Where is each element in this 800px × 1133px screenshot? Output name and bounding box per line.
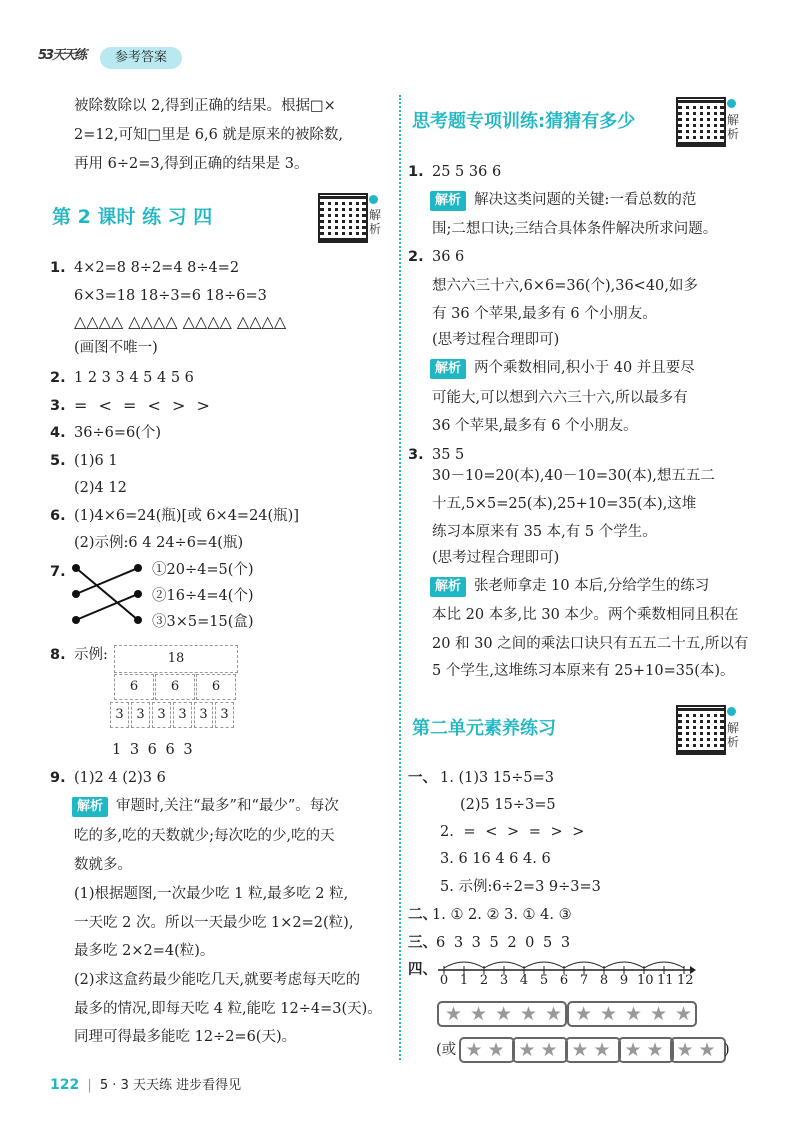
analysis-tag: 解析	[72, 797, 108, 817]
u3-answer: 6 3 3 5 2 0 5 3	[436, 935, 571, 951]
tick-label: 0	[439, 973, 449, 988]
q8-label: 示例:	[74, 647, 108, 663]
bar-total: 18	[114, 645, 238, 673]
tick-label: 5	[539, 973, 549, 988]
q9-analysis-line5: 一天吃 2 次。所以一天最少吃 1×2=2(粒),	[74, 915, 354, 931]
r3-line1: 30－10=20(本),40－10=30(本),想五五二	[432, 468, 715, 484]
footer-book: 5 · 3 天天练 进步看得见	[99, 1078, 242, 1093]
q5-number: 5.	[50, 453, 66, 469]
q7-item2: ②16÷4=4(个)	[152, 588, 254, 604]
intro-line-1: 被除数除以 2,得到正确的结果。根据□×	[74, 98, 336, 114]
u1-b: (2)5 15÷3=5	[460, 797, 556, 813]
q9-analysis-line9: 同理可得最多能吃 12÷2=6(天)。	[74, 1029, 297, 1045]
r2-analysis-line2: 可能大,可以想到六六三十六,所以最多有	[432, 390, 688, 406]
q7-item3: ③3×5=15(盒)	[152, 614, 254, 630]
q7-item1: ①20÷4=5(个)	[152, 562, 254, 578]
q2-answer: 1 2 3 3 4 5 4 5 6	[74, 370, 194, 386]
u2-number: 二、	[408, 907, 437, 923]
star-alt-1: ★ ★	[459, 1037, 515, 1063]
q7-matching-lines	[70, 560, 150, 628]
q3-answer: = < = < > >	[74, 396, 210, 415]
intro-line-3: 再用 6÷2=3,得到正确的结果是 3。	[74, 156, 309, 172]
r2-number: 2.	[408, 249, 424, 265]
r3-analysis-line1: 解析 张老师拿走 10 本后,分给学生的练习	[430, 576, 709, 597]
r3-answer: 35 5	[432, 447, 465, 463]
u3-number: 三、	[408, 935, 437, 951]
r1-analysis-line1: 解析 解决这类问题的关键:一看总数的范	[430, 190, 696, 211]
q9-analysis-line6: 最多吃 2×2=4(粒)。	[74, 943, 215, 959]
q9-number: 9.	[50, 770, 66, 786]
u1-c: 2. = < > = > >	[440, 824, 585, 840]
qr-code-lesson2[interactable]	[318, 193, 368, 243]
r3-line4: (思考过程合理即可)	[432, 550, 560, 566]
q6-line1: (1)4×6=24(瓶)[或 6×4=24(瓶)]	[74, 508, 299, 524]
q9-answer: (1)2 4 (2)3 6	[74, 770, 166, 786]
q9-analysis-line3: 数就多。	[74, 857, 132, 873]
alt-prefix: (或	[436, 1042, 457, 1058]
tick-label: 1	[459, 973, 469, 988]
section-title-thinking: 思考题专项训练:猜猜有多少	[412, 111, 636, 132]
play-icon	[369, 195, 378, 204]
q1-number: 1.	[50, 260, 66, 276]
q9-analysis-line7: (2)求这盒药最少能吃几天,就要考虑每天吃的	[74, 972, 361, 988]
r2-analysis-line3: 36 个苹果,最多有 6 个小朋友。	[432, 418, 638, 434]
bar-small-4: 3	[173, 702, 192, 728]
r2-line2: 有 36 个苹果,最多有 6 个小朋友。	[432, 306, 657, 322]
column-divider	[399, 95, 401, 1060]
qr-code-thinking[interactable]	[676, 97, 726, 147]
q6-number: 6.	[50, 508, 66, 524]
r3-line3: 练习本原来有 35 本,有 5 个学生。	[432, 524, 657, 540]
bar-mid-3: 6	[196, 674, 236, 700]
r2-answer: 36 6	[432, 249, 465, 265]
star-alt-4: ★ ★	[618, 1037, 674, 1063]
section-title-lesson2: 第 2 课时 练 习 四	[52, 206, 213, 228]
bar-small-3: 3	[152, 702, 171, 728]
u4-number: 四、	[408, 962, 437, 978]
tick-label: 7	[579, 973, 589, 988]
q9-analysis-line4: (1)根据题图,一次最少吃 1 粒,最多吃 2 粒,	[74, 886, 349, 902]
tick-label: 9	[619, 973, 629, 988]
logo-text: 53天天练	[38, 48, 86, 63]
q7-number: 7.	[50, 564, 66, 580]
r3-analysis-line2: 本比 20 本多,比 30 本少。两个乘数相同且积在	[432, 607, 739, 623]
logo	[38, 40, 98, 72]
q8-number: 8.	[50, 647, 66, 663]
play-icon	[727, 707, 736, 716]
q2-number: 2.	[50, 370, 66, 386]
q1-note: (画图不唯一)	[74, 340, 158, 356]
qr-label: 解析	[727, 721, 740, 749]
u1-a: 1. (1)3 15÷5=3	[440, 770, 555, 786]
bar-mid-1: 6	[114, 674, 154, 700]
qr-label: 解析	[727, 113, 740, 141]
tick-label: 10	[637, 973, 654, 988]
tick-label: 11	[657, 973, 674, 988]
page-number: 122	[50, 1077, 80, 1093]
analysis-tag: 解析	[430, 577, 466, 597]
r3-line2: 十五,5×5=25(本),25+10=35(本),这堆	[432, 496, 697, 512]
r3-analysis-line3: 20 和 30 之间的乘法口诀只有五五二十五,所以有	[432, 636, 749, 652]
bar-small-6: 3	[215, 702, 234, 728]
u2-answer: 1. ① 2. ② 3. ① 4. ③	[432, 907, 572, 923]
qr-code-unit2[interactable]	[676, 705, 726, 755]
r1-analysis-line2: 围;二想口诀;三结合具体条件解决所求问题。	[432, 221, 718, 237]
qr-label: 解析	[369, 208, 382, 236]
q4-answer: 36÷6=6(个)	[74, 425, 162, 441]
q5-line1: (1)6 1	[74, 453, 118, 469]
section-title-unit2: 第二单元素养练习	[412, 718, 556, 739]
star-group-2: ★ ★ ★ ★ ★	[567, 1001, 697, 1027]
bar-small-5: 3	[194, 702, 213, 728]
star-alt-3: ★ ★	[565, 1037, 621, 1063]
u1-d: 3. 6 16 4 6 4. 6	[440, 851, 551, 867]
q1-triangles: △△△△ △△△△ △△△△ △△△△	[74, 312, 287, 331]
tick-label: 8	[599, 973, 609, 988]
r1-number: 1.	[408, 164, 424, 180]
r2-line3: (思考过程合理即可)	[432, 332, 560, 348]
q9-analysis-line2: 吃的多,吃的天数就少;每次吃的少,吃的天	[74, 828, 335, 844]
footer	[50, 1075, 241, 1096]
u1-e: 5. 示例:6÷2=3 9÷3=3	[440, 879, 601, 895]
play-icon	[727, 99, 736, 108]
r1-answer: 25 5 36 6	[432, 164, 502, 180]
q1-line2: 6×3=18 18÷3=6 18÷6=3	[74, 288, 267, 304]
r2-analysis-line1: 解析 两个乘数相同,积小于 40 并且要尽	[430, 358, 695, 379]
tick-label: 12	[677, 973, 694, 988]
q6-line2: (2)示例:6 4 24÷6=4(瓶)	[74, 535, 244, 551]
intro-line-2: 2=12,可知□里是 6,6 就是原来的被除数,	[74, 127, 344, 143]
tick-label: 3	[499, 973, 509, 988]
q1-line1: 4×2=8 8÷2=4 8÷4=2	[74, 260, 240, 276]
r2-line1: 想六六三十六,6×6=36(个),36<40,如多	[432, 278, 698, 294]
q9-analysis-line1: 解析 审题时,关注“最多”和“最少”。每次	[72, 796, 339, 817]
alt-suffix: )	[724, 1042, 730, 1058]
star-group-1: ★ ★ ★ ★ ★	[437, 1001, 567, 1027]
footer-separator: |	[87, 1078, 92, 1093]
bar-small-2: 3	[131, 702, 150, 728]
q5-line2: (2)4 12	[74, 480, 127, 496]
q3-number: 3.	[50, 398, 66, 414]
q8-answer: 1 3 6 6 3	[112, 742, 193, 758]
q9-analysis-line8: 最多的情况,即每天吃 4 粒,能吃 12÷4=3(天)。	[74, 1001, 382, 1017]
header-badge: 参考答案	[100, 47, 182, 69]
q4-number: 4.	[50, 425, 66, 441]
star-alt-2: ★ ★	[512, 1037, 568, 1063]
star-alt-5: ★ ★	[670, 1037, 726, 1063]
tick-label: 6	[559, 973, 569, 988]
tick-label: 2	[479, 973, 489, 988]
tick-label: 4	[519, 973, 529, 988]
u1-number: 一、	[408, 770, 437, 786]
bar-mid-2: 6	[155, 674, 195, 700]
analysis-tag: 解析	[430, 191, 466, 211]
r3-number: 3.	[408, 447, 424, 463]
r3-analysis-line4: 5 个学生,这堆练习本原来有 25+10=35(本)。	[432, 663, 735, 679]
analysis-tag: 解析	[430, 359, 466, 379]
bar-small-1: 3	[110, 702, 129, 728]
